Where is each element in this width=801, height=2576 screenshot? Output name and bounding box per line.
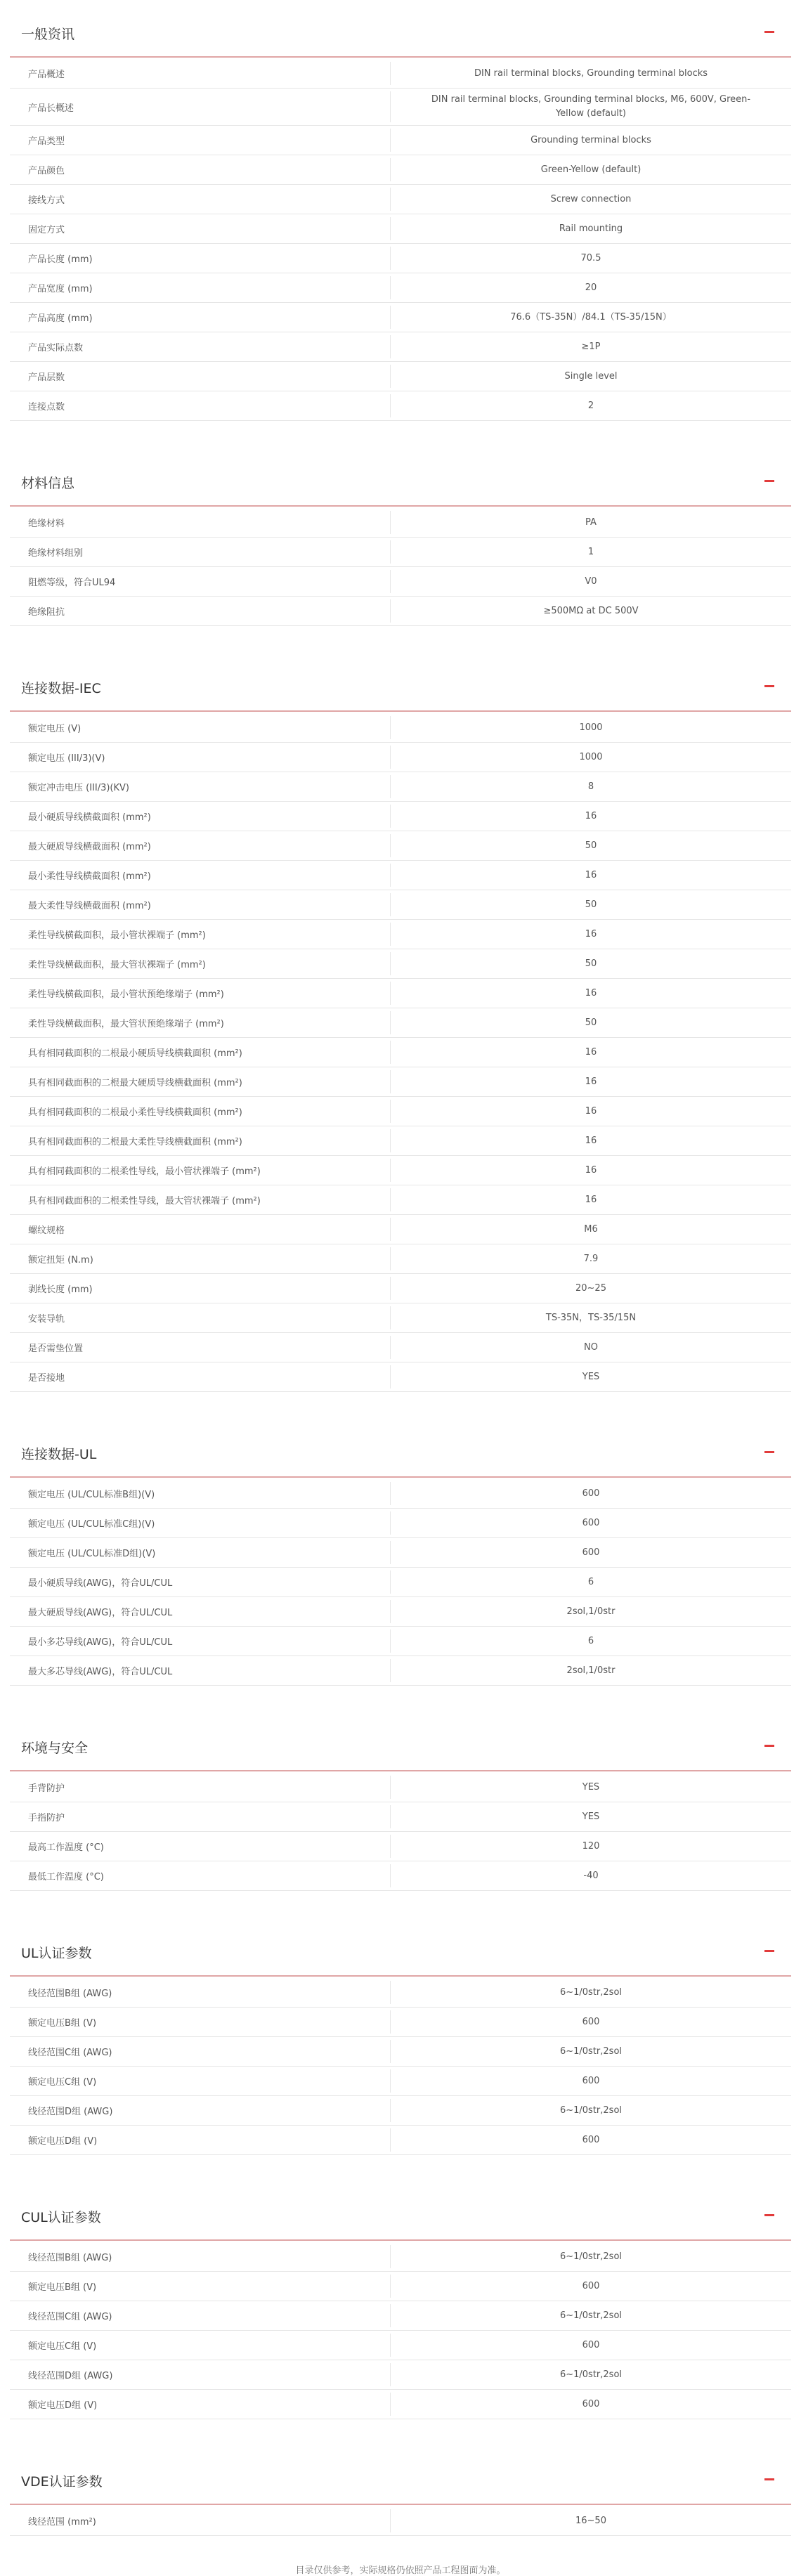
spec-label: 最小硬质导线横截面积 (mm²) — [28, 812, 151, 823]
section-spacer — [10, 2155, 791, 2183]
collapse-icon[interactable] — [764, 1950, 774, 1952]
spec-row — [10, 1156, 791, 1185]
spec-value: ≥1P — [581, 341, 601, 352]
spec-section — [10, 1919, 791, 2183]
collapse-icon[interactable] — [764, 1745, 774, 1747]
spec-label: 线径范围B组 (AWG) — [28, 1989, 112, 1999]
spec-row — [10, 508, 791, 538]
spec-value: 50 — [585, 899, 597, 910]
collapse-icon[interactable] — [764, 480, 774, 482]
collapse-icon[interactable] — [764, 2478, 774, 2480]
spec-value: 16~50 — [575, 2515, 606, 2526]
spec-value: 600 — [582, 2398, 600, 2409]
spec-table — [10, 1479, 791, 1686]
spec-row — [10, 1773, 791, 1802]
spec-label: 产品概述 — [28, 70, 65, 80]
spec-row — [10, 2506, 791, 2536]
section-title: 连接数据-UL — [21, 1447, 97, 1462]
spec-row — [10, 1978, 791, 2008]
spec-value: 20~25 — [575, 1282, 606, 1294]
section-spacer — [10, 1686, 791, 1714]
spec-value: 16 — [585, 1194, 597, 1205]
spec-row — [10, 861, 791, 890]
spec-row — [10, 1038, 791, 1067]
spec-row — [10, 1126, 791, 1156]
spec-row — [10, 2360, 791, 2390]
spec-row — [10, 802, 791, 831]
section-title: CUL认证参数 — [21, 2210, 101, 2225]
spec-label: 额定电压D组 (V) — [28, 2136, 98, 2147]
spec-label: 接线方式 — [28, 195, 65, 206]
spec-row — [10, 362, 791, 391]
section-spacer — [10, 626, 791, 654]
spec-value: 6~1/0str,2sol — [559, 2251, 623, 2262]
spec-value: 16 — [585, 1164, 597, 1176]
collapse-icon[interactable] — [764, 685, 774, 687]
spec-value: 6~1/0str,2sol — [559, 2369, 623, 2380]
spec-value: YES — [582, 1781, 600, 1793]
spec-label: 额定电压 (UL/CUL标准D组)(V) — [28, 1549, 156, 1559]
section-title: 连接数据-IEC — [21, 681, 101, 696]
spec-label: 产品高度 (mm) — [28, 313, 93, 324]
spec-section — [10, 449, 791, 654]
spec-value: 1 — [587, 546, 594, 557]
spec-value: 8 — [587, 781, 594, 792]
spec-value: 2 — [587, 400, 594, 411]
spec-label: 最高工作温度 (°C) — [28, 1842, 104, 1853]
spec-value: Screw connection — [550, 193, 632, 204]
spec-value: 16 — [585, 1076, 597, 1087]
spec-value: V0 — [585, 575, 597, 587]
spec-label: 具有相同截面积的二根最小硬质导线横截面积 (mm²) — [28, 1048, 242, 1059]
spec-row — [10, 1097, 791, 1126]
spec-table — [10, 1978, 791, 2155]
spec-row — [10, 1303, 791, 1333]
spec-label: 线径范围C组 (AWG) — [28, 2048, 112, 2058]
spec-value: 50 — [585, 958, 597, 969]
section-header — [10, 2183, 791, 2241]
spec-label: 绝缘材料组别 — [28, 548, 84, 559]
spec-value: 50 — [585, 1017, 597, 1028]
footer-note: 目录仅供参考，实际规格仍依照产品工程图面为准。 — [295, 2565, 506, 2576]
spec-row — [10, 303, 791, 332]
spec-value: YES — [582, 1811, 600, 1822]
spec-row — [10, 244, 791, 273]
spec-label: 具有相同截面积的二根最大柔性导线横截面积 (mm²) — [28, 1137, 242, 1147]
spec-label: 额定扭矩 (N.m) — [28, 1255, 93, 1266]
spec-value: PA — [585, 516, 597, 528]
spec-label: 剥线长度 (mm) — [28, 1284, 93, 1295]
section-title: VDE认证参数 — [21, 2474, 103, 2490]
section-title: 环境与安全 — [21, 1741, 89, 1756]
spec-row — [10, 185, 791, 214]
section-header — [10, 1714, 791, 1771]
spec-label: 绝缘阻抗 — [28, 607, 65, 618]
spec-table — [10, 1773, 791, 1891]
spec-value: 600 — [582, 1517, 600, 1528]
spec-value: 6~1/0str,2sol — [559, 2105, 623, 2116]
spec-section — [10, 2447, 791, 2536]
spec-value: 1000 — [579, 722, 603, 733]
spec-label: 线径范围D组 (AWG) — [28, 2107, 113, 2117]
spec-label: 额定电压B组 (V) — [28, 2018, 97, 2029]
spec-row — [10, 538, 791, 567]
spec-value: YES — [582, 1371, 600, 1382]
spec-value: 600 — [582, 2134, 600, 2145]
spec-label: 产品实际点数 — [28, 343, 84, 353]
spec-row — [10, 1597, 791, 1627]
spec-value: 16 — [585, 928, 597, 939]
spec-label: 具有相同截面积的二根最大硬质导线横截面积 (mm²) — [28, 1078, 242, 1088]
spec-table — [10, 508, 791, 626]
spec-row — [10, 2008, 791, 2037]
spec-row — [10, 949, 791, 979]
spec-table — [10, 59, 791, 421]
spec-value: 600 — [582, 2280, 600, 2291]
spec-row — [10, 214, 791, 244]
spec-section — [10, 1420, 791, 1714]
spec-table — [10, 2242, 791, 2419]
spec-label: 具有相同截面积的二根柔性导线，最小管状裸端子 (mm²) — [28, 1166, 261, 1177]
spec-value: 76.6（TS-35N）/84.1（TS-35/15N） — [510, 311, 672, 323]
spec-row — [10, 890, 791, 920]
spec-row — [10, 1861, 791, 1891]
spec-row — [10, 567, 791, 597]
spec-value: Green-Yellow (default) — [540, 164, 642, 175]
spec-label: 线径范围B组 (AWG) — [28, 2253, 112, 2263]
spec-label: 手背防护 — [28, 1783, 65, 1794]
spec-row — [10, 713, 791, 743]
spec-label: 产品长度 (mm) — [28, 254, 93, 265]
collapse-icon[interactable] — [764, 31, 774, 33]
spec-label: 最大柔性导线横截面积 (mm²) — [28, 901, 151, 911]
spec-label: 是否接地 — [28, 1373, 65, 1384]
spec-row — [10, 1185, 791, 1215]
spec-label: 最小硬质导线(AWG)，符合UL/CUL — [28, 1578, 173, 1589]
spec-label: 柔性导线横截面积，最小管状预绝缘端子 (mm²) — [28, 989, 224, 1000]
spec-row — [10, 59, 791, 89]
spec-label: 产品宽度 (mm) — [28, 284, 93, 294]
spec-row — [10, 2242, 791, 2272]
section-header — [10, 654, 791, 712]
spec-section — [10, 0, 791, 449]
spec-label: 阻燃等级，符合UL94 — [28, 578, 116, 588]
spec-row — [10, 1627, 791, 1656]
spec-row — [10, 391, 791, 421]
spec-section — [10, 1714, 791, 1919]
spec-row — [10, 1509, 791, 1538]
spec-label: 线径范围D组 (AWG) — [28, 2371, 113, 2381]
spec-value: 6~1/0str,2sol — [559, 2310, 623, 2321]
collapse-icon[interactable] — [764, 1451, 774, 1453]
spec-row — [10, 1568, 791, 1597]
spec-row — [10, 1333, 791, 1362]
spec-label: 额定电压C组 (V) — [28, 2077, 97, 2088]
spec-value: M6 — [584, 1223, 598, 1235]
section-header — [10, 1919, 791, 1977]
spec-label: 具有相同截面积的二根最小柔性导线横截面积 (mm²) — [28, 1107, 242, 1118]
spec-row — [10, 155, 791, 185]
spec-label: 柔性导线横截面积，最小管状裸端子 (mm²) — [28, 930, 206, 941]
spec-value: -40 — [583, 1870, 599, 1881]
spec-label: 产品类型 — [28, 136, 65, 147]
spec-row — [10, 2390, 791, 2419]
spec-label: 柔性导线横截面积，最大管状预绝缘端子 (mm²) — [28, 1019, 224, 1029]
spec-label: 具有相同截面积的二根柔性导线，最大管状裸端子 (mm²) — [28, 1196, 261, 1206]
spec-row — [10, 332, 791, 362]
spec-row — [10, 1802, 791, 1832]
spec-value: 16 — [585, 869, 597, 880]
spec-value: 16 — [585, 987, 597, 998]
spec-row — [10, 2126, 791, 2155]
spec-value: 6 — [587, 1576, 594, 1587]
spec-sections — [10, 0, 791, 2536]
spec-row — [10, 2301, 791, 2331]
spec-value: NO — [584, 1341, 598, 1353]
spec-table — [10, 2506, 791, 2536]
section-spacer — [10, 2419, 791, 2447]
spec-value: 16 — [585, 810, 597, 821]
spec-value: 600 — [582, 1488, 600, 1499]
spec-label: 固定方式 — [28, 225, 65, 235]
spec-row — [10, 1274, 791, 1303]
spec-value: 6~1/0str,2sol — [559, 1986, 623, 1998]
spec-label: 额定冲击电压 (III/3)(KV) — [28, 783, 129, 793]
spec-section — [10, 654, 791, 1420]
spec-value: 2sol,1/0str — [566, 1606, 616, 1617]
spec-value: DIN rail terminal blocks, Grounding terminal blocks — [474, 67, 708, 79]
spec-label: 螺纹规格 — [28, 1225, 65, 1236]
spec-row — [10, 1067, 791, 1097]
spec-value: 6 — [587, 1635, 594, 1646]
spec-label: 最大硬质导线横截面积 (mm²) — [28, 842, 151, 852]
spec-label: 线径范围 (mm²) — [28, 2517, 96, 2528]
spec-row — [10, 772, 791, 802]
spec-value: TS-35N，TS-35/15N — [545, 1312, 637, 1323]
section-header — [10, 449, 791, 507]
spec-label: 手指防护 — [28, 1813, 65, 1823]
spec-value: 50 — [585, 840, 597, 851]
spec-label: 最小多芯导线(AWG)，符合UL/CUL — [28, 1637, 173, 1648]
spec-table — [10, 713, 791, 1392]
spec-label: 最大硬质导线(AWG)，符合UL/CUL — [28, 1608, 173, 1618]
spec-row — [10, 597, 791, 626]
spec-label: 绝缘材料 — [28, 519, 65, 529]
spec-value: 16 — [585, 1105, 597, 1117]
spec-value: ≥500MΩ at DC 500V — [543, 605, 639, 616]
spec-value: Rail mounting — [559, 223, 623, 234]
spec-value: 600 — [582, 2075, 600, 2086]
spec-label: 额定电压 (III/3)(V) — [28, 753, 105, 764]
spec-row — [10, 1362, 791, 1392]
spec-label: 连接点数 — [28, 402, 65, 412]
spec-row — [10, 126, 791, 155]
spec-value: Single level — [564, 370, 618, 382]
spec-row — [10, 1479, 791, 1509]
spec-row — [10, 1244, 791, 1274]
spec-label: 额定电压B组 (V) — [28, 2282, 97, 2293]
spec-value: 16 — [585, 1046, 597, 1058]
spec-label: 是否需垫位置 — [28, 1344, 84, 1354]
spec-row — [10, 2331, 791, 2360]
collapse-icon[interactable] — [764, 2214, 774, 2216]
spec-label: 额定电压D组 (V) — [28, 2400, 98, 2411]
spec-label: 最小柔性导线横截面积 (mm²) — [28, 871, 151, 882]
spec-row — [10, 1656, 791, 1686]
spec-value: 70.5 — [580, 252, 601, 264]
section-title: UL认证参数 — [21, 1946, 92, 1961]
spec-value: 600 — [582, 2339, 600, 2350]
section-title: 材料信息 — [21, 476, 75, 491]
spec-value: 600 — [582, 2016, 600, 2027]
section-header — [10, 1420, 791, 1478]
section-header — [10, 0, 791, 58]
spec-value: 1000 — [579, 751, 603, 762]
spec-row — [10, 1008, 791, 1038]
section-spacer — [10, 1891, 791, 1919]
spec-label: 产品颜色 — [28, 166, 65, 176]
section-title: 一般资讯 — [21, 27, 75, 42]
spec-row — [10, 979, 791, 1008]
spec-section — [10, 2183, 791, 2447]
spec-row — [10, 1215, 791, 1244]
spec-label: 额定电压 (UL/CUL标准C组)(V) — [28, 1519, 155, 1530]
spec-row — [10, 1538, 791, 1568]
spec-value: 120 — [582, 1840, 600, 1852]
spec-row — [10, 89, 791, 126]
spec-label: 线径范围C组 (AWG) — [28, 2312, 112, 2322]
spec-label: 安装导轨 — [28, 1314, 65, 1325]
spec-value: DIN rail terminal blocks, Grounding terminal blocks, M6, 600V, Green-Yellow (default) — [431, 94, 751, 119]
section-header — [10, 2447, 791, 2505]
spec-row — [10, 831, 791, 861]
spec-value: 7.9 — [583, 1253, 599, 1264]
spec-label: 额定电压 (UL/CUL标准B组)(V) — [28, 1490, 155, 1500]
spec-row — [10, 2067, 791, 2096]
spec-row — [10, 920, 791, 949]
spec-label: 产品长概述 — [28, 103, 74, 114]
section-spacer — [10, 1392, 791, 1420]
spec-row — [10, 273, 791, 303]
spec-label: 最大多芯导线(AWG)，符合UL/CUL — [28, 1667, 173, 1677]
spec-label: 产品层数 — [28, 372, 65, 383]
spec-value: 16 — [585, 1135, 597, 1146]
spec-row — [10, 2037, 791, 2067]
spec-value: 600 — [582, 1547, 600, 1558]
spec-row — [10, 2096, 791, 2126]
spec-value: 6~1/0str,2sol — [559, 2045, 623, 2057]
section-spacer — [10, 421, 791, 449]
spec-value: Grounding terminal blocks — [530, 134, 651, 145]
spec-row — [10, 1832, 791, 1861]
spec-row — [10, 743, 791, 772]
spec-label: 额定电压C组 (V) — [28, 2341, 97, 2352]
spec-value: 2sol,1/0str — [566, 1665, 616, 1676]
spec-label: 最低工作温度 (°C) — [28, 1872, 104, 1882]
spec-label: 柔性导线横截面积，最大管状裸端子 (mm²) — [28, 960, 206, 970]
spec-row — [10, 2272, 791, 2301]
spec-value: 20 — [585, 282, 597, 293]
spec-label: 额定电压 (V) — [28, 724, 82, 734]
